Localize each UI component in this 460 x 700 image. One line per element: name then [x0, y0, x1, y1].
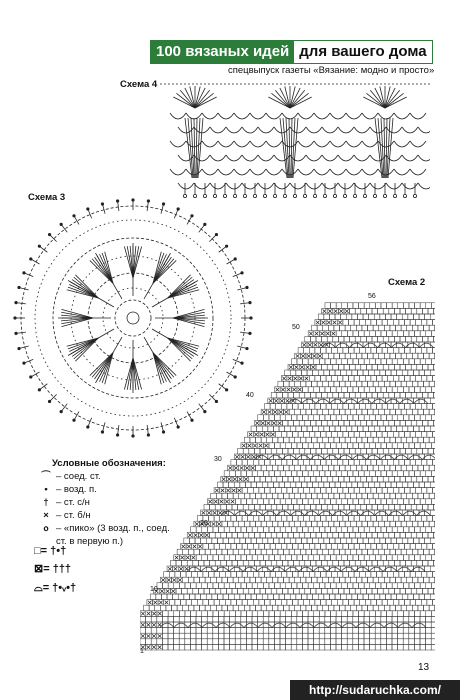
schema2-chart: [140, 290, 435, 660]
equation-cross-cell: ⊠= †††: [34, 563, 72, 575]
schema2-label: Схема 2: [388, 277, 426, 288]
watermark: http://sudaruchka.com/: [290, 680, 460, 700]
double-crochet-icon: †: [43, 497, 49, 508]
row-number-30: 30: [214, 456, 222, 463]
legend-item: ст. в первую п.): [56, 536, 124, 547]
row-number-10: 10: [150, 586, 158, 593]
legend-item: ⌒ – соед. ст.: [41, 471, 101, 482]
empty-cell-icon: □: [34, 545, 41, 557]
banner-title-white: для вашего дома: [294, 41, 431, 63]
legend-item: † – ст. с/н: [40, 496, 170, 509]
equation-arch: ⌓= †•ᵥ•†: [34, 582, 77, 594]
single-crochet-icon: ×: [43, 510, 49, 521]
legend: [40, 457, 170, 548]
equation-empty-cell: □= †•†: [34, 545, 67, 557]
legend-item: ⲟ – «пико» (3 возд. п., соед.: [40, 522, 170, 535]
row-number-56: 56: [368, 293, 376, 300]
row-number-40: 40: [246, 392, 254, 399]
banner-title-green: 100 вязаных идей: [151, 41, 294, 63]
subtitle: спецвыпуск газеты «Вязание: модно и просто»: [228, 65, 435, 76]
header-banner: [150, 40, 433, 64]
legend-item: × – ст. б/н: [40, 509, 170, 522]
picot-icon: ⲟ: [43, 523, 49, 534]
schema4-label: Схема 4: [120, 79, 158, 90]
page-number: 13: [418, 662, 430, 673]
slip-stitch-icon: ⌒: [41, 471, 51, 482]
schema3-label: Схема 3: [28, 192, 66, 203]
legend-item: • – возд. п.: [40, 483, 170, 496]
chain-stitch-icon: •: [44, 484, 48, 495]
row-number-20: 20: [200, 520, 208, 527]
arch-icon: ⌓: [34, 582, 43, 594]
cross-cell-icon: ⊠: [34, 563, 44, 575]
row-number-1: 1: [140, 648, 144, 655]
legend-title: Условные обозначения:: [52, 458, 166, 469]
schema4-diagram: [160, 78, 430, 206]
row-number-50: 50: [292, 324, 300, 331]
